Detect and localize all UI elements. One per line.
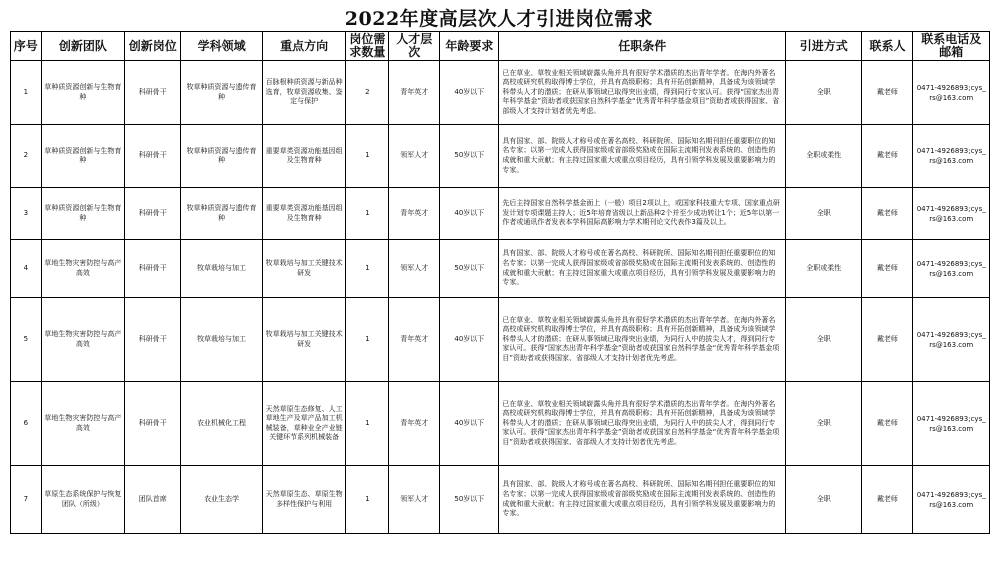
count-cell: 1: [346, 125, 389, 188]
table-row: [11, 466, 990, 534]
age-cell: 40岁以下: [440, 382, 499, 466]
header-cell: 联系人: [862, 32, 913, 61]
method-cell: 全职或柔性: [785, 240, 861, 298]
field-cell: 农业机械化工程: [181, 382, 263, 466]
header-cell: 引进方式: [785, 32, 861, 61]
row-number: 2: [11, 125, 42, 188]
header-cell: 创新团队: [41, 32, 125, 61]
header-cell: 任职条件: [499, 32, 786, 61]
age-cell: 50岁以下: [440, 125, 499, 188]
age-cell: 40岁以下: [440, 298, 499, 382]
count-cell: 1: [346, 298, 389, 382]
post-cell: 科研骨干: [125, 240, 181, 298]
header-row: [11, 32, 990, 61]
method-cell: 全职或柔性: [785, 125, 861, 188]
requirements-cell: 已在草业、草牧业相关领域崭露头角并具有很好学术潜质的杰出青年学者。在海内外著名高校或研究机构取得博士学位，并具有高级职称；具有开拓创新精神，具备成为该领域学科带头人才的潜质；在研从事领域已取得突出业绩，得到同行专家认可。获得“国家杰出青年科学基金”资助者或获国家自然科学基金“优秀青年科学基金项目”资助者或获得国家、省部级人才支持计划者优先考虑。: [499, 61, 786, 125]
direction-cell: 牧草栽培与加工关键技术研发: [262, 298, 346, 382]
direction-cell: 重要草类资源功能基因组及生物育种: [262, 125, 346, 188]
phone-email-cell: 0471-4926893;cys_rs@163.com: [913, 240, 990, 298]
post-cell: 团队首席: [125, 466, 181, 534]
count-cell: 2: [346, 61, 389, 125]
post-cell: 科研骨干: [125, 298, 181, 382]
age-cell: 50岁以下: [440, 466, 499, 534]
phone-email-cell: 0471-4926893;cys_rs@163.com: [913, 466, 990, 534]
level-cell: 青年英才: [389, 382, 440, 466]
field-cell: 牧草种质资源与遗传育种: [181, 125, 263, 188]
contact-cell: 戴老师: [862, 188, 913, 240]
level-cell: 领军人才: [389, 125, 440, 188]
field-cell: 牧草栽培与加工: [181, 298, 263, 382]
team-cell: 草地生物灾害防控与高产高效: [41, 298, 125, 382]
field-cell: 牧草栽培与加工: [181, 240, 263, 298]
method-cell: 全职: [785, 61, 861, 125]
contact-cell: 戴老师: [862, 466, 913, 534]
header-cell: 重点方向: [262, 32, 346, 61]
table-row: [11, 382, 990, 466]
requirements-cell: 先后主持国家自然科学基金面上（一般）项目2项以上，或国家科技重大专项、国家重点研发计划专项课题主持人；近5年培育省级以上新品种2个并至少成功转让1个；近5年以第一作者或通讯作者发表本学科国际高影响力学术期刊论文代表作3篇及以上。: [499, 188, 786, 240]
direction-cell: 百脉根种质资源与新品种选育，牧草资源收集、鉴定与保护: [262, 61, 346, 125]
post-cell: 科研骨干: [125, 125, 181, 188]
page-title: 2022年度高层次人才引进岗位需求: [344, 8, 654, 30]
header-cell: 年龄要求: [440, 32, 499, 61]
count-cell: 1: [346, 466, 389, 534]
direction-cell: 牧草栽培与加工关键技术研发: [262, 240, 346, 298]
contact-cell: 戴老师: [862, 382, 913, 466]
requirements-cell: 具有国家、部、院级人才称号或在著名高校、科研院所、国际知名期刊担任重要职位的知名专家；以第一完成人获得国家级或省部级奖励或在国际主流期刊发表系统的、创造性的成就和重大贡献；有主持过国家重大或重点项目经历，具有引领学科发展及重要影响力的专家。: [499, 125, 786, 188]
post-cell: 科研骨干: [125, 61, 181, 125]
method-cell: 全职: [785, 382, 861, 466]
field-cell: 农业生态学: [181, 466, 263, 534]
phone-email-cell: 0471-4926893;cys_rs@163.com: [913, 125, 990, 188]
recruitment-table: [10, 31, 990, 534]
field-cell: 牧草种质资源与遗传育种: [181, 61, 263, 125]
phone-email-cell: 0471-4926893;cys_rs@163.com: [913, 382, 990, 466]
requirements-cell: 已在草业、草牧业相关领域崭露头角并具有很好学术潜质的杰出青年学者。在海内外著名高校或研究机构取得博士学位，并具有高级职称；具有开拓创新精神，具备成为该领域学科带头人才的潜质；在研从事领域已取得突出业绩，为同行人中的拔尖人才，得到同行专家认可。获得“国家杰出青年科学基金”资助者或获国家自然科学基金“优秀青年科学基金项目”资助者或获得国家、省部级人才支持计划者优先考虑。: [499, 382, 786, 466]
row-number: 3: [11, 188, 42, 240]
team-cell: 草种质资源创新与生物育种: [41, 125, 125, 188]
field-cell: 牧草种质资源与遗传育种: [181, 188, 263, 240]
method-cell: 全职: [785, 298, 861, 382]
age-cell: 40岁以下: [440, 61, 499, 125]
direction-cell: 重要草类资源功能基因组及生物育种: [262, 188, 346, 240]
method-cell: 全职: [785, 466, 861, 534]
team-cell: 草种质资源创新与生物育种: [41, 188, 125, 240]
row-number: 1: [11, 61, 42, 125]
contact-cell: 戴老师: [862, 298, 913, 382]
post-cell: 科研骨干: [125, 188, 181, 240]
header-cell: 序号: [11, 32, 42, 61]
count-cell: 1: [346, 382, 389, 466]
requirements-cell: 已在草业、草牧业相关领域崭露头角并具有很好学术潜质的杰出青年学者。在海内外著名高校或研究机构取得博士学位，并具有高级职称；具有开拓创新精神，具备成为该领域学科带头人才的潜质；在研从事领域已取得突出业绩，为同行人中的拔尖人才，得到同行专家认可。获得“国家杰出青年科学基金”资助者或获国家自然科学基金“优秀青年科学基金项目”资助者或获得国家、省部级人才支持计划者优先考虑。: [499, 298, 786, 382]
requirements-cell: 具有国家、部、院级人才称号或在著名高校、科研院所、国际知名期刊担任重要职位的知名专家；以第一完成人获得国家级或省部级奖励或在国际主流期刊发表系统的、创造性的成就和重大贡献；有主持过国家重大或重点项目经历，具有引领学科发展及重要影响力的专家。: [499, 240, 786, 298]
level-cell: 青年英才: [389, 188, 440, 240]
team-cell: 草种质资源创新与生物育种: [41, 61, 125, 125]
header-cell: 人才层次: [389, 32, 440, 61]
age-cell: 50岁以下: [440, 240, 499, 298]
table-row: [11, 188, 990, 240]
row-number: 6: [11, 382, 42, 466]
header-cell: 学科领域: [181, 32, 263, 61]
phone-email-cell: 0471-4926893;cys_rs@163.com: [913, 61, 990, 125]
level-cell: 青年英才: [389, 61, 440, 125]
contact-cell: 戴老师: [862, 61, 913, 125]
count-cell: 1: [346, 188, 389, 240]
table-row: [11, 61, 990, 125]
level-cell: 领军人才: [389, 466, 440, 534]
row-number: 7: [11, 466, 42, 534]
header-cell: 创新岗位: [125, 32, 181, 61]
row-number: 5: [11, 298, 42, 382]
requirements-cell: 具有国家、部、院级人才称号或在著名高校、科研院所、国际知名期刊担任重要职位的知名专家；以第一完成人获得国家级或省部级奖励或在国际主流期刊发表系统的、创造性的成就和重大贡献；有主持过国家重大或重点项目经历，具有引领学科发展及重要影响力的专家。: [499, 466, 786, 534]
table-row: [11, 125, 990, 188]
table-row: [11, 240, 990, 298]
header-cell: 联系电话及邮箱: [913, 32, 990, 61]
header-cell: 岗位需求数量: [346, 32, 389, 61]
table-row: [11, 298, 990, 382]
post-cell: 科研骨干: [125, 382, 181, 466]
row-number: 4: [11, 240, 42, 298]
count-cell: 1: [346, 240, 389, 298]
team-cell: 草原生态系统保护与恢复团队（所级）: [41, 466, 125, 534]
age-cell: 40岁以下: [440, 188, 499, 240]
direction-cell: 天然草原生态、草原生物多样性保护与利用: [262, 466, 346, 534]
team-cell: 草地生物灾害防控与高产高效: [41, 240, 125, 298]
method-cell: 全职: [785, 188, 861, 240]
level-cell: 领军人才: [389, 240, 440, 298]
contact-cell: 戴老师: [862, 240, 913, 298]
direction-cell: 天然草原生态修复、人工草地生产及草产品加工机械装备，草种业全产业链关键环节系列机械装备: [262, 382, 346, 466]
team-cell: 草地生物灾害防控与高产高效: [41, 382, 125, 466]
phone-email-cell: 0471-4926893;cys_rs@163.com: [913, 298, 990, 382]
phone-email-cell: 0471-4926893;cys_rs@163.com: [913, 188, 990, 240]
contact-cell: 戴老师: [862, 125, 913, 188]
level-cell: 青年英才: [389, 298, 440, 382]
